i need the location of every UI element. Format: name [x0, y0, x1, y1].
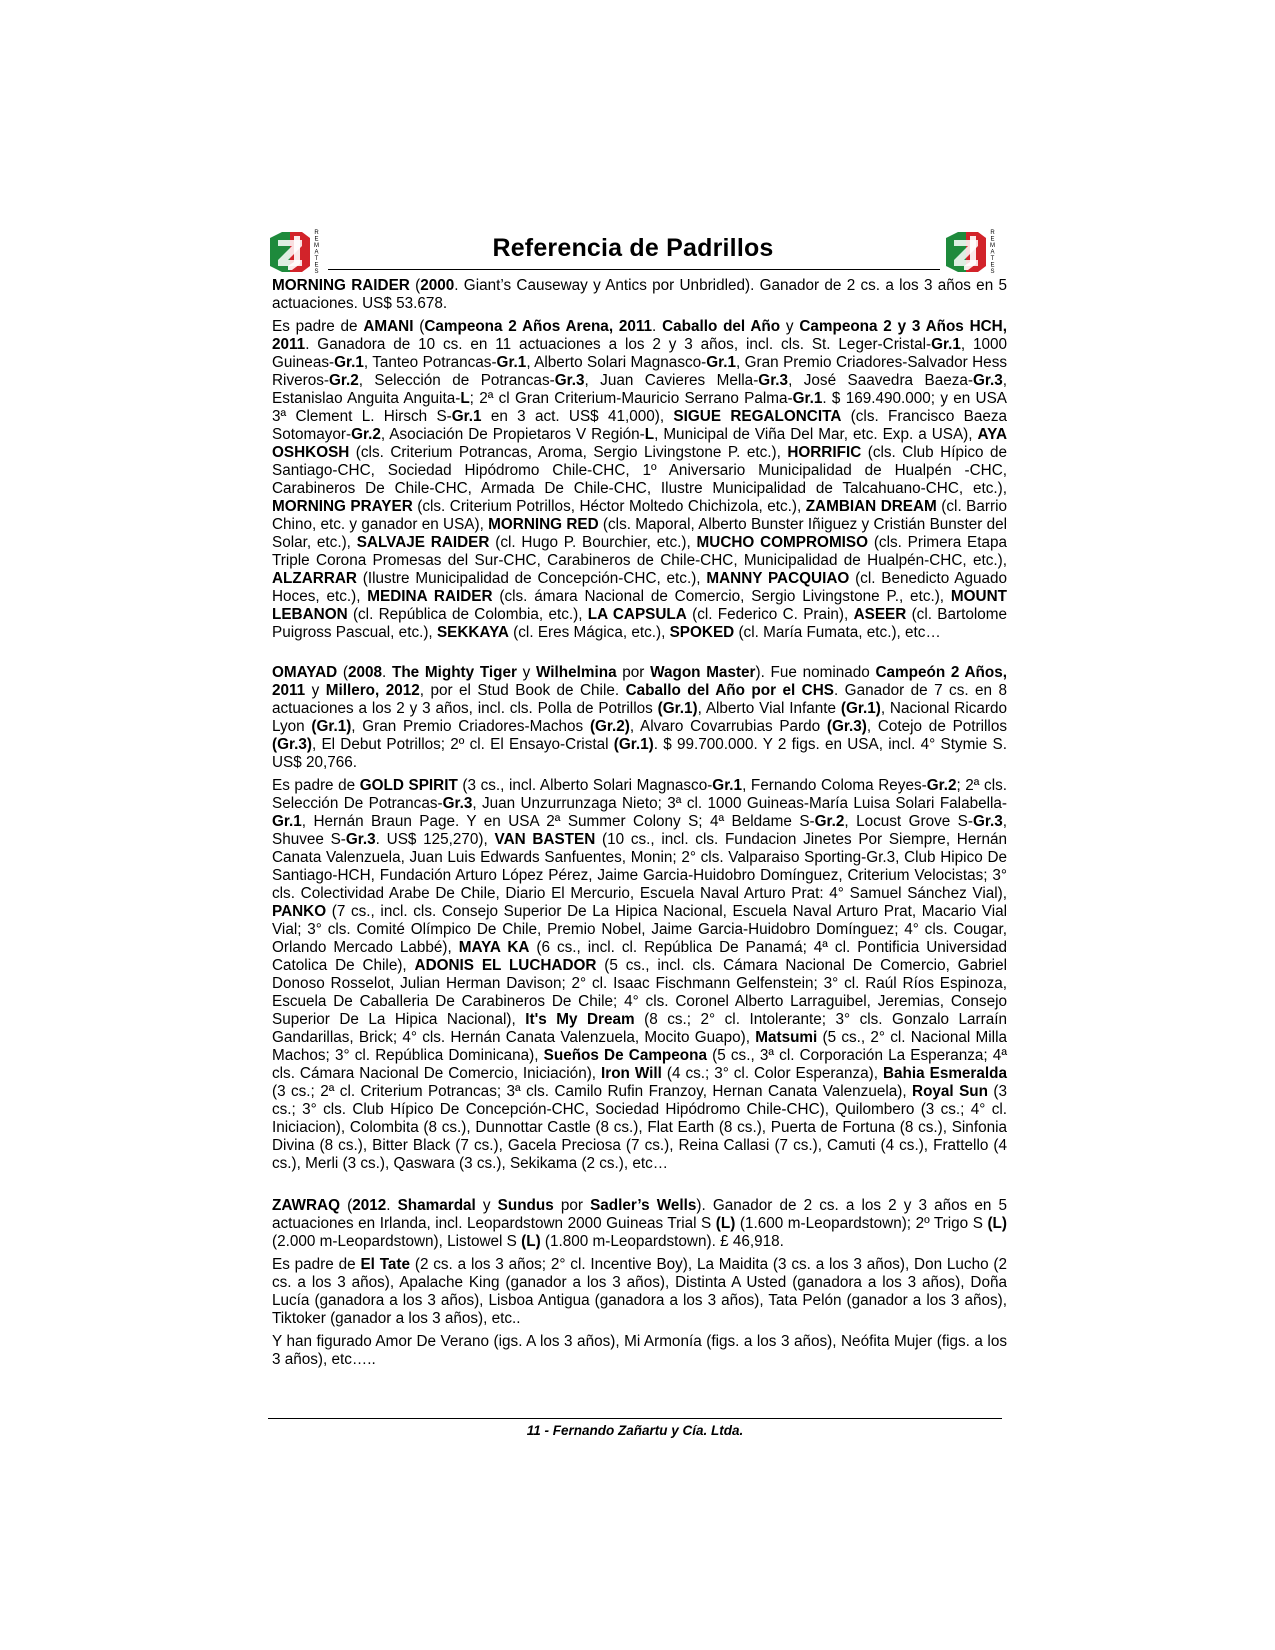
bold-run: Gr.1	[931, 336, 961, 353]
bold-run: Gr.1	[712, 777, 743, 794]
svg-text:E: E	[314, 262, 319, 269]
bold-run: Wilhelmina	[535, 664, 617, 681]
footer-rule	[268, 1418, 1002, 1419]
bold-run: Gr.3	[345, 831, 376, 848]
bold-run: L	[460, 390, 470, 407]
bold-run: Gr.3	[972, 372, 1003, 389]
page-footer: 11 - Fernando Zañartu y Cía. Ltda.	[526, 1423, 744, 1438]
entry-progeny: Es padre de El Tate (2 cs. a los 3 años; 2° cl. Incentive Boy), La Maidita (3 cs. a los 3 años), Don Lucho (2 cs. a los 3 años), Apalache King (ganador a los 3 años), Distinta A Usted (ganadora a los 3 años), Doña Lucía (ganadora a los 3 años), Lisboa Antigua (ganadora a los 3 años), Tata Pelón (ganador a los 3 años), Tiktoker (ganador a los 3 años), etc..	[272, 1256, 1007, 1327]
bold-run: SEKKAYA	[436, 624, 509, 641]
bold-run: SALVAJE RAIDER	[356, 534, 490, 551]
bold-run: It's My Dream	[525, 1011, 635, 1028]
bold-run: ZAWRAQ	[272, 1197, 340, 1214]
bold-run: Campeona 2 Años Arena, 2011	[424, 318, 653, 335]
bold-run: (L)	[987, 1215, 1007, 1232]
bold-run: (Gr.1)	[840, 700, 881, 717]
bold-run: ZAMBIAN DREAM	[805, 498, 937, 515]
bold-run: ADONIS EL LUCHADOR	[414, 957, 597, 974]
bold-run: Gr.3	[758, 372, 789, 389]
page-header	[268, 226, 998, 278]
bold-run: The Mighty Tiger	[391, 664, 517, 681]
bold-run: AMANI	[363, 318, 414, 335]
entry-intro: ZAWRAQ (2012. Shamardal y Sundus por Sadler’s Wells). Ganador de 2 cs. a los 2 y 3 años en 5 actuaciones en Irlanda, incl. Leopardstown 2000 Guineas Trial S (L) (1.600 m-Leopardstown); 2º Trigo S (L) (2.000 m-Leopardstown), Listowel S (L) (1.800 m-Leopardstown). £ 46,918.	[272, 1197, 1007, 1250]
bold-run: ASEER	[853, 606, 907, 623]
bold-run: MUCHO COMPROMISO	[696, 534, 869, 551]
bold-run: LA CAPSULA	[587, 606, 687, 623]
svg-text:R: R	[990, 230, 995, 236]
bold-run: (Gr.1)	[311, 718, 352, 735]
bold-run: Gr.2	[926, 777, 957, 794]
bold-run: 2008	[347, 664, 383, 681]
svg-text:S: S	[990, 269, 995, 275]
bold-run: VAN BASTEN	[494, 831, 596, 848]
entry-intro: MORNING RAIDER (2000. Giant’s Causeway y Antics por Unbridled). Ganador de 2 cs. a los 3 años en 5 actuaciones. US$ 53.678.	[272, 277, 1007, 312]
bold-run: Gr.2	[814, 813, 845, 830]
bold-run: MORNING PRAYER	[272, 498, 413, 515]
bold-run: Gr.3	[554, 372, 585, 389]
svg-text:T: T	[314, 256, 319, 262]
bold-run: Millero, 2012	[325, 682, 420, 699]
svg-text:E: E	[990, 236, 995, 243]
bold-run: ALZARRAR	[272, 570, 357, 587]
bold-run: Sundus	[497, 1197, 554, 1214]
bold-run: Caballo del Año por el CHS	[625, 682, 834, 699]
bold-run: Bahia Esmeralda	[883, 1065, 1007, 1082]
entry-intro: OMAYAD (2008. The Mighty Tiger y Wilhelmina por Wagon Master). Fue nominado Campeón 2 Años, 2011 y Millero, 2012, por el Stud Book de Chile. Caballo del Año por el CHS. Ganador de 7 cs. en 8 actuaciones a los 2 y 3 años, incl. cls. Polla de Potrillos (Gr.1), Alberto Vial Infante (Gr.1), Nacional Ricardo Lyon (Gr.1), Gran Premio Criadores-Machos (Gr.2), Alvaro Covarrubias Pardo (Gr.3), Cotejo de Potrillos (Gr.3), El Debut Potrillos; 2º cl. El Ensayo-Cristal (Gr.1). $ 99.700.000. Y 2 figs. en USA, incl. 4° Stymie S. US$ 20,766.	[272, 664, 1007, 771]
bold-run: Campeón 2 Años, 2011	[272, 664, 1007, 699]
svg-text:A: A	[314, 249, 319, 256]
bold-run: MANNY PACQUIAO	[706, 570, 850, 587]
bold-run: Gr.2	[351, 426, 381, 443]
bold-run: Gr.1	[792, 390, 823, 407]
bold-run: (Gr.1)	[613, 736, 654, 753]
bold-run: MAYA KA	[458, 939, 530, 956]
bold-run: Caballo del Año	[662, 318, 781, 335]
entry-extra: Y han figurado Amor De Verano (igs. A los 3 años), Mi Armonía (figs. a los 3 años), Neófita Mujer (figs. a los 3 años), etc…..	[272, 1333, 1007, 1368]
bold-run: Gr.1	[451, 408, 482, 425]
bold-run: 2012	[352, 1197, 387, 1214]
zj-remates-logo-right	[944, 226, 998, 276]
bold-run: GOLD SPIRIT	[359, 777, 458, 794]
bold-run: Gr.1	[706, 354, 736, 371]
bold-run: L	[644, 426, 655, 443]
bold-run: (Gr.3)	[272, 736, 312, 753]
bold-run: SPOKED	[669, 624, 735, 641]
bold-run: Shamardal	[397, 1197, 476, 1214]
bold-run: OMAYAD	[272, 664, 338, 681]
bold-run: MORNING RAIDER	[272, 277, 410, 294]
svg-text:E: E	[314, 236, 319, 243]
bold-run: (Gr.1)	[657, 700, 698, 717]
bold-run: (L)	[521, 1233, 541, 1250]
svg-text:E: E	[990, 262, 995, 269]
bold-run: Matsumi	[755, 1029, 818, 1046]
bold-run: El Tate	[360, 1256, 411, 1273]
bold-run: AYA OSHKOSH	[272, 426, 1007, 461]
page-title: Referencia de Padrillos	[492, 234, 774, 262]
bold-run: HORRIFIC	[787, 444, 862, 461]
bold-run: Iron Will	[601, 1065, 662, 1082]
bold-run: Gr.1	[272, 813, 302, 830]
svg-text:T: T	[990, 256, 995, 262]
entry-progeny: Es padre de AMANI (Campeona 2 Años Arena, 2011. Caballo del Año y Campeona 2 y 3 Años HCH, 2011. Ganadora de 10 cs. en 11 actuaciones a los 2 y 3 años, incl. cls. St. Leger-Cristal-Gr.1, 1000 Guineas-Gr.1, Tanteo Potrancas-Gr.1, Alberto Solari Magnasco-Gr.1, Gran Premio Criadores-Salvador Hess Riveros-Gr.2, Selección de Potrancas-Gr.3, Juan Cavieres Mella-Gr.3, José Saavedra Baeza-Gr.3, Estanislao Anguita Anguita-L; 2ª cl Gran Criterium-Mauricio Serrano Palma-Gr.1. $ 169.490.000; y en USA 3ª Clement L. Hirsch S-Gr.1 en 3 act. US$ 41,000), SIGUE REGALONCITA (cls. Francisco Baeza Sotomayor-Gr.2, Asociación De Propietaros V Región-L, Municipal de Viña Del Mar, etc. Exp. a USA), AYA OSHKOSH (cls. Criterium Potrancas, Aroma, Sergio Livingstone P. etc.), HORRIFIC (cls. Club Hípico de Santiago-CHC, Sociedad Hipódromo Chile-CHC, 1º Aniversario Municipalidad de Hualpén -CHC, Carabineros De Chile-CHC, Armada De Chile-CHC, Ilustre Municipalidad de Talcahuano-CHC, etc.), MORNING PRAYER (cls. Criterium Potrillos, Héctor Moltedo Chichizola, etc.), ZAMBIAN DREAM (cl. Barrio Chino, etc. y ganador en USA), MORNING RED (cls. Maporal, Alberto Bunster Iñiguez y Cristián Bunster del Solar, etc.), SALVAJE RAIDER (cl. Hugo P. Bourchier, etc.), MUCHO COMPROMISO (cls. Primera Etapa Triple Corona Promesas del Sur-CHC, Carabineros de Chile-CHC, Municipalidad de Hualpén-CHC, etc.), ALZARRAR (Ilustre Municipalidad de Concepción-CHC, etc.), MANNY PACQUIAO (cl. Benedicto Aguado Hoces, etc.), MEDINA RAIDER (cls. ámara Nacional de Comercio, Sergio Livingstone P., etc.), MOUNT LEBANON (cl. República de Colombia, etc.), LA CAPSULA (cl. Federico C. Prain), ASEER (cl. Bartolome Puigross Pascual, etc.), SEKKAYA (cl. Eres Mágica, etc.), SPOKED (cl. María Fumata, etc.), etc…	[272, 318, 1008, 641]
bold-run: (L)	[715, 1215, 736, 1232]
bold-run: (Gr.3)	[826, 718, 867, 735]
bold-run: MEDINA RAIDER	[367, 588, 493, 605]
bold-run: Gr.3	[972, 813, 1003, 830]
svg-text:R: R	[314, 230, 319, 236]
svg-text:M: M	[314, 243, 319, 249]
svg-text:A: A	[990, 249, 995, 256]
bold-run: PANKO	[272, 903, 327, 920]
bold-run: Gr.1	[496, 354, 527, 371]
bold-run: SIGUE REGALONCITA	[673, 408, 842, 425]
bold-run: Sadler’s Wells	[590, 1197, 697, 1214]
svg-text:S: S	[314, 269, 319, 275]
bold-run: 2000	[420, 277, 455, 294]
svg-text:M: M	[990, 243, 995, 249]
bold-run: Gr.2	[328, 372, 359, 389]
header-rule	[328, 269, 940, 270]
bold-run: Gr.3	[442, 795, 473, 812]
bold-run: (Gr.2)	[589, 718, 630, 735]
bold-run: MORNING RED	[488, 516, 599, 533]
bold-run: Sueños De Campeona	[543, 1047, 707, 1064]
bold-run: MOUNT LEBANON	[272, 588, 1007, 623]
entry-progeny: Es padre de GOLD SPIRIT (3 cs., incl. Alberto Solari Magnasco-Gr.1, Fernando Coloma Reyes-Gr.2; 2ª cls. Selección De Potrancas-Gr.3, Juan Unzurrunzaga Nieto; 3ª cl. 1000 Guineas-María Luisa Solari Falabella-Gr.1, Hernán Braun Page. Y en USA 2ª Summer Colony S; 4ª Beldame S-Gr.2, Locust Grove S-Gr.3, Shuvee S-Gr.3. US$ 125,270), VAN BASTEN (10 cs., incl. cls. Fundacion Jinetes Por Siempre, Hernán Canata Valenzuela, Juan Luis Edwards Sanfuentes, Monin; 2° cls. Valparaiso Sporting-Gr.3, Club Hipico De Santiago-HCH, Fundación Arturo López Pérez, Jaime Garcia-Huidobro Domínguez, Criterium Velocistas; 3° cls. Colectividad Arabe De Chile, Diario El Mercurio, Escuela Naval Arturo Prat: 4° Samuel Sánchez Vial), PANKO (7 cs., incl. cls. Consejo Superior De La Hipica Nacional, Escuela Naval Arturo Prat, Macario Vial Vial; 3° cls. Comité Olímpico De Chile, Premio Nobel, Jaime Garcia-Huidobro Domínguez; 4° cls. Cougar, Orlando Mercado Labbé), MAYA KA (6 cs., incl. cl. República De Panamá; 4ª cl. Pontificia Universidad Catolica De Chile), ADONIS EL LUCHADOR (5 cs., incl. cls. Cámara Nacional De Comercio, Gabriel Donoso Rosselot, Julian Herman Davison; 2° cl. Isaac Fischmann Gelfenstein; 3° cl. Raúl Ríos Espinoza, Escuela De Caballeria De Carabineros De Chile; 4° cls. Coronel Alberto Larraguibel, Jeremias, Consejo Superior De La Hipica Nacional), It's My Dream (8 cs.; 2° cl. Intolerante; 3° cls. Gonzalo Larraín Gandarillas, Brick; 4° cls. Hernán Canata Valenzuela, Mocito Guapo), Matsumi (5 cs., 2° cl. Nacional Milla Machos; 3° cl. República Dominicana), Sueños De Campeona (5 cs., 3ª cl. Corporación La Esperanza; 4ª cls. Cámara Nacional De Comercio, Iniciación), Iron Will (4 cs.; 3° cl. Color Esperanza), Bahia Esmeralda (3 cs.; 2ª cl. Criterium Potrancas; 3ª cls. Camilo Rufin Franzoy, Hernan Canata Valenzuela), Royal Sun (3 cs.; 3° cls. Club Hípico De Concepción-CHC, Sociedad Hipódromo Chile-CHC), Quilombero (3 cs.; 4° cl. Iniciacion), Colombita (8 cs.), Dunnottar Castle (8 cs.), Flat Earth (8 cs.), Puerta de Fortuna (8 cs.), Sinfonia Divina (8 cs.), Bitter Black (7 cs.), Gacela Preciosa (7 cs.), Reina Callasi (7 cs.), Camuti (4 cs.), Frattello (4 cs.), Merli (3 cs.), Qaswara (3 cs.), Sekikama (2 cs.), etc…	[272, 777, 1007, 1172]
bold-run: Campeona 2 y 3 Años HCH, 2011	[272, 318, 1007, 353]
stallion-references	[272, 277, 1007, 1374]
bold-run: Gr.1	[334, 354, 364, 371]
bold-run: Wagon Master	[650, 664, 756, 681]
bold-run: Royal Sun	[912, 1083, 988, 1100]
